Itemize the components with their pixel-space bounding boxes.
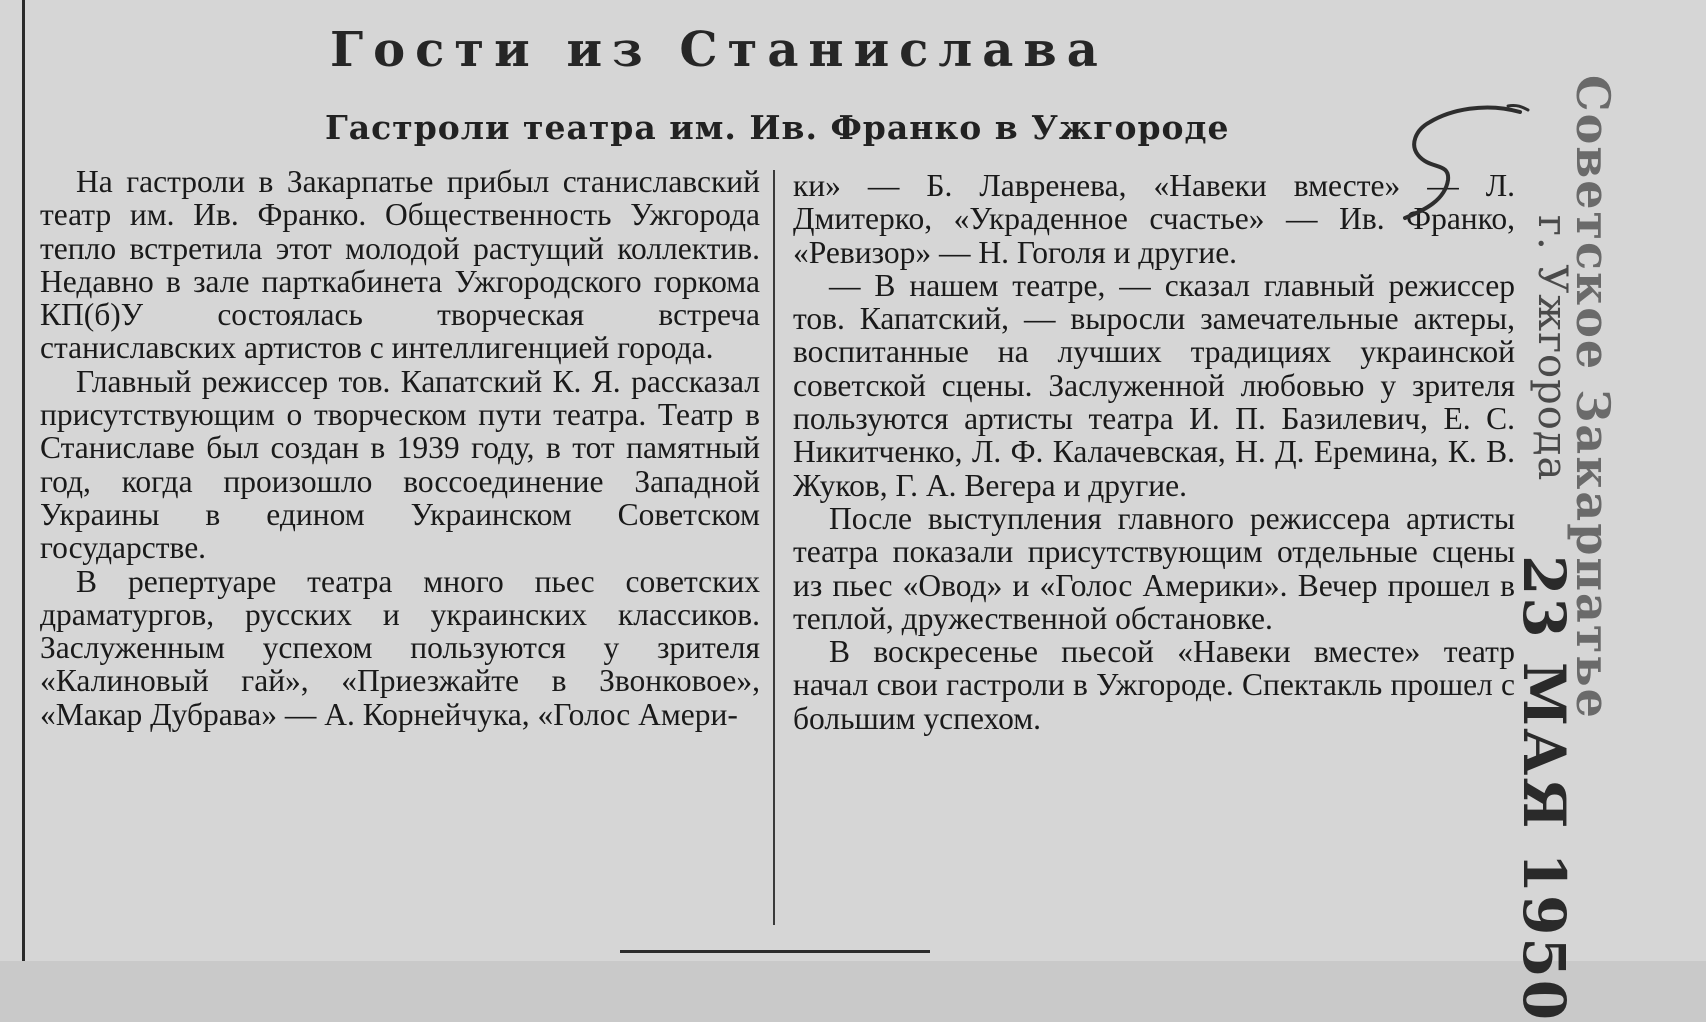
paragraph: В воскресенье пьесой «Навеки вместе» театр начал свои гастроли в Ужгороде. Спектакль прошел с большим успехом. (793, 634, 1515, 736)
column-divider (773, 170, 775, 925)
clipping-edge (22, 0, 25, 961)
paragraph: После выступления главного режиссера артисты театра показали присутствующим отдельные сцены из пьес «Овод» и «Голос Америки». Вечер прошел в теплой, дружественной обстановке. (793, 500, 1515, 636)
paragraph: В репертуаре театра много пьес советских драматургов, русских и украинских классиков. Заслуженным успехом пользуются у зрителя «Калиновый гай», «Приезжайте в Звонковое», «Макар Дубрава» — А. Корнейчука, «Голос Амери- (40, 563, 760, 732)
stamp-newspaper-name: Советское Закарпатье (1566, 75, 1620, 720)
article-title: Гости из Станислава (330, 22, 1108, 78)
bottom-rule (620, 950, 930, 953)
pencil-mark-icon (1390, 100, 1530, 230)
article-subtitle: Гастроли театра им. Ив. Франко в Ужгороде (325, 108, 1230, 147)
paragraph-continued: ки» — Б. Лавренева, «Навеки вместе» — Л. Дмитерко, «Украденное счастье» — Ив. Франко, «Ревизор» — Н. Гоголя и другие. (793, 168, 1515, 270)
stamp-date: 23 МАЯ 1950 (1510, 555, 1578, 1022)
article-column-left (40, 165, 760, 731)
article-column-right (793, 169, 1515, 735)
paragraph: На гастроли в Закарпатье прибыл станиславский театр им. Ив. Франко. Общественность Ужгорода тепло встретила этот молодой растущий коллектив. Недавно в зале парткабинета Ужгородского горкома КП(б)У состоялась творческая встреча станиславских артистов с интеллигенцией города. (40, 164, 760, 366)
stamp-city: г. Ужгорода (1529, 215, 1575, 482)
paragraph: Главный режиссер тов. Капатский К. Я. рассказал присутствующим о творческом пути театра. Театр в Станиславе был создан в 1939 году, в тот памятный год, когда произошло воссоединение Западной Украины в едином Украинском Советском государстве. (40, 363, 760, 566)
paragraph: — В нашем театре, — сказал главный режиссер тов. Капатский, — выросли замечательные актеры, воспитанные на лучших традициях украинской советской сцены. Заслуженной любовью у зрителя пользуются артисты театра И. П. Базилевич, Е. С. Никитченко, Л. Ф. Калачевская, Н. Д. Еремина, К. В. Жуков, Г. А. Вегера и другие. (793, 267, 1515, 503)
